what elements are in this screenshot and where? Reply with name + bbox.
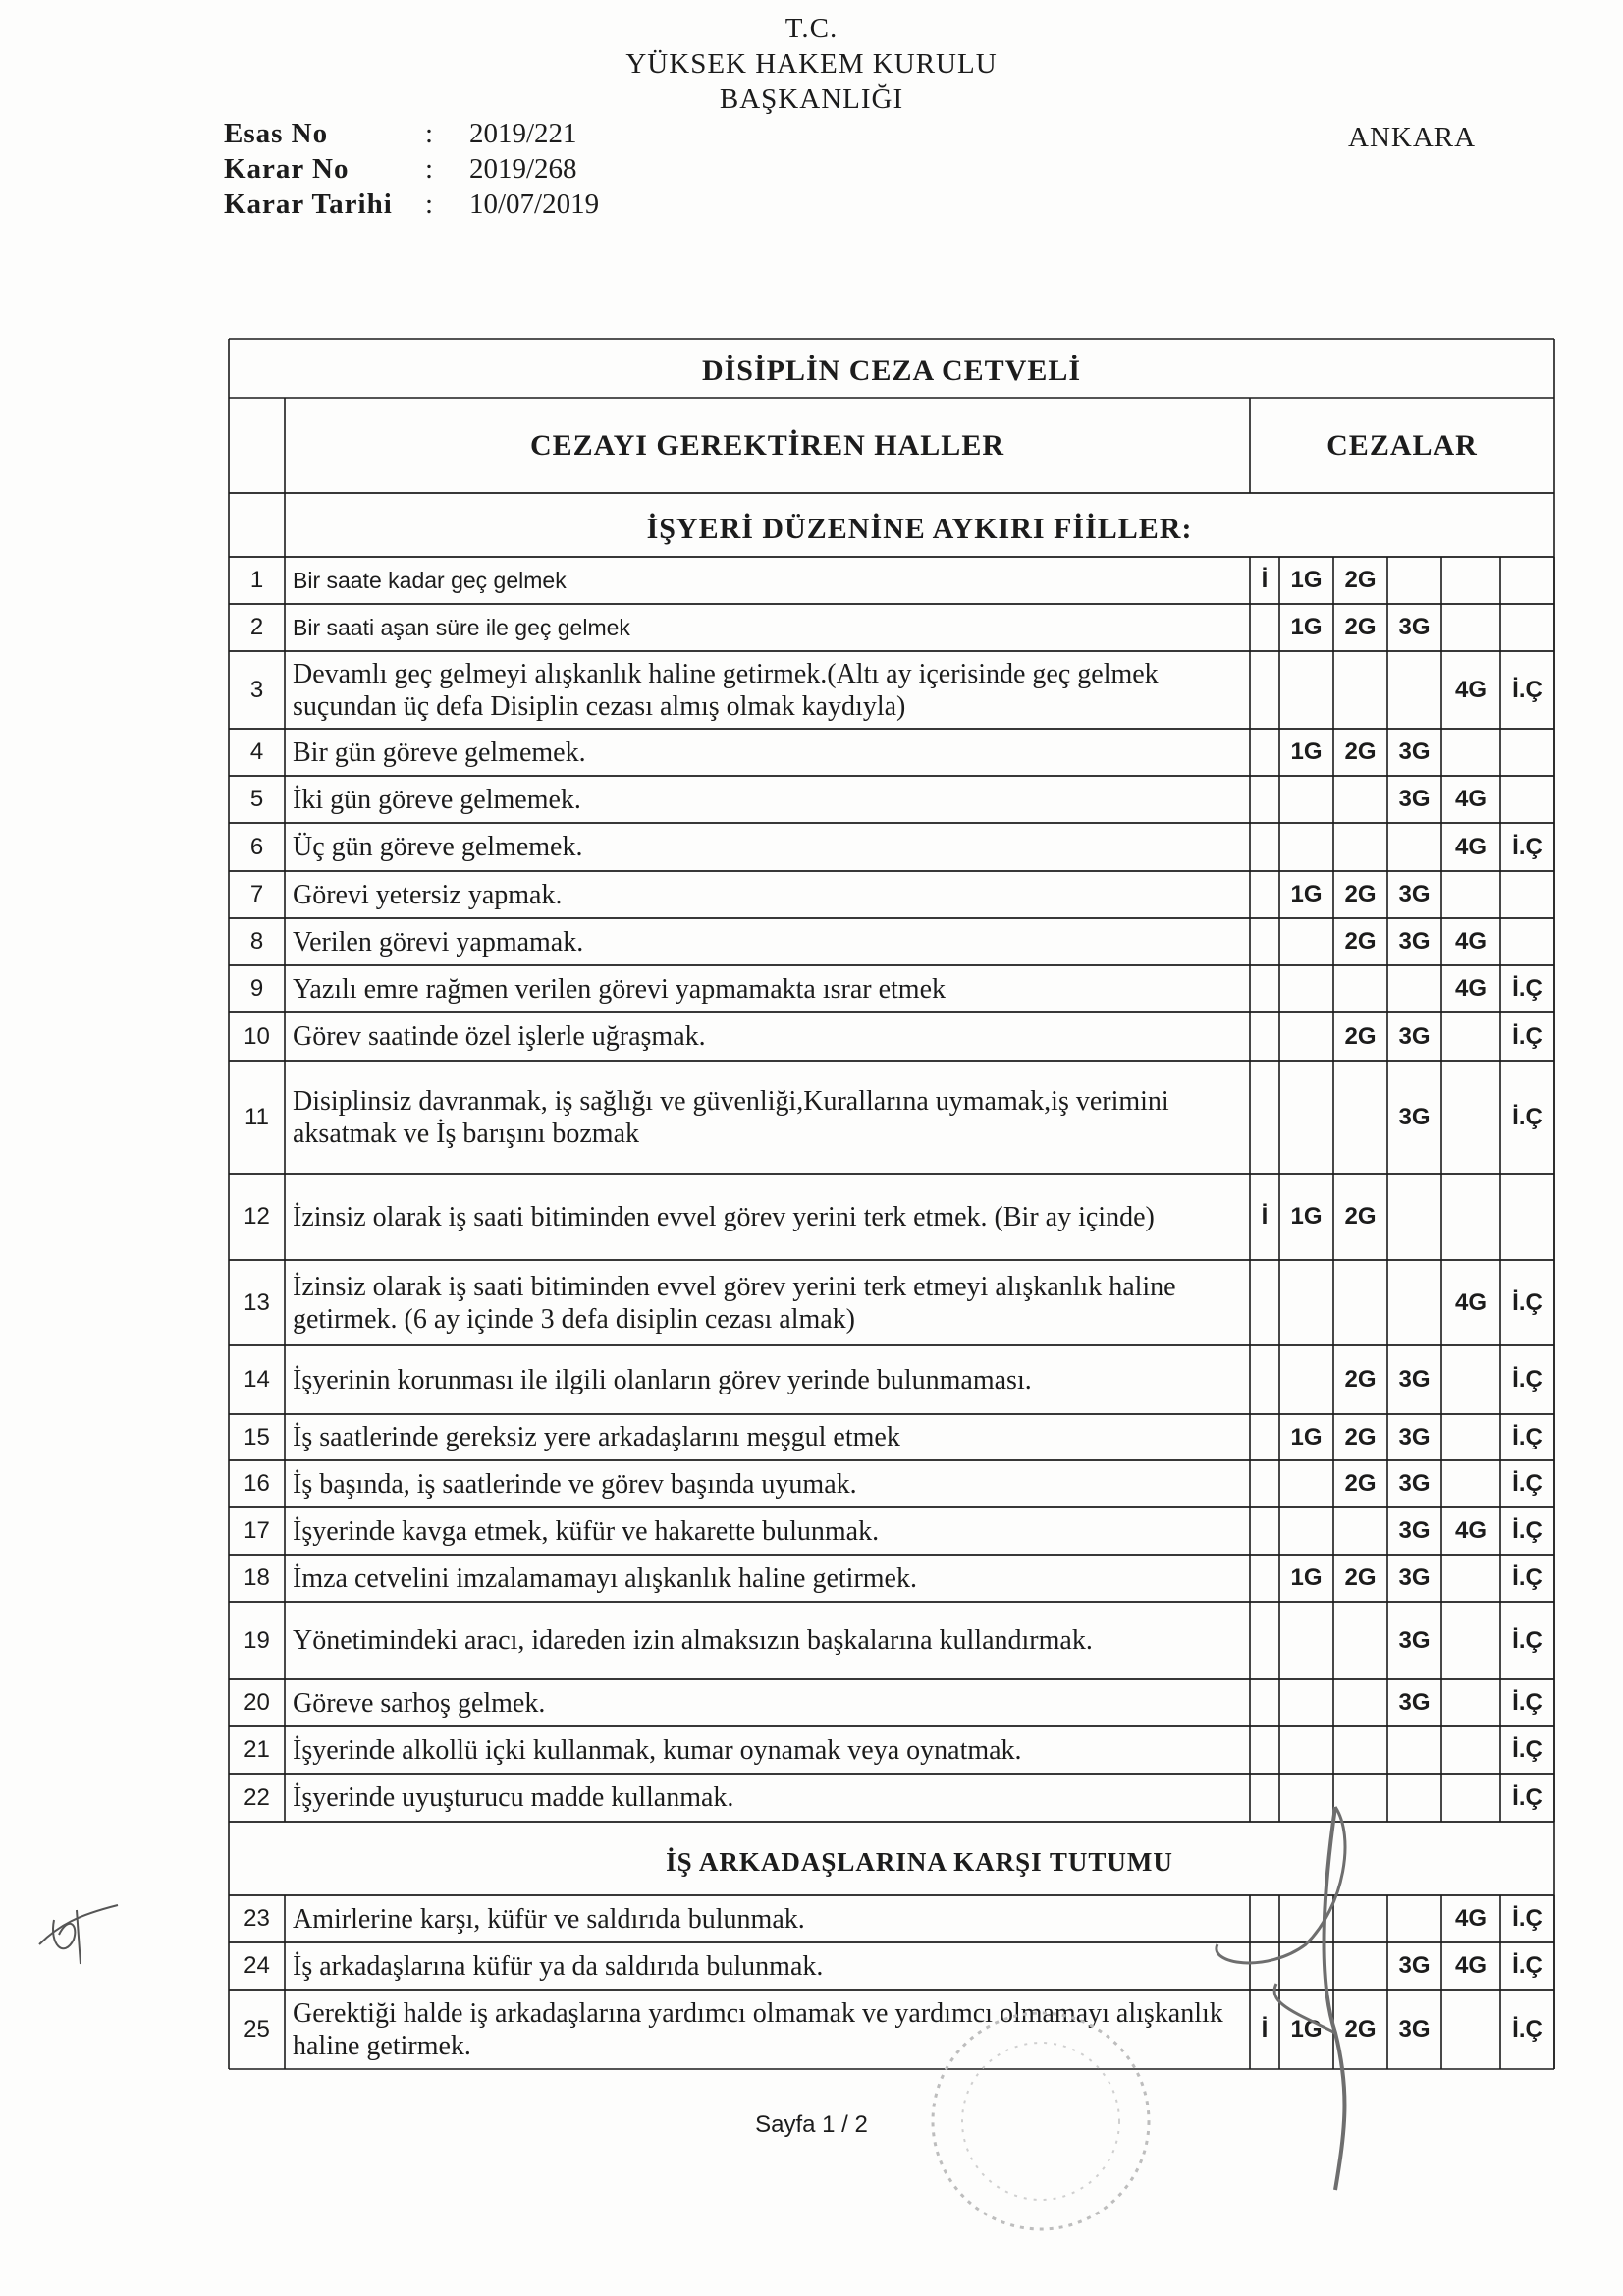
row-number: 15	[243, 1423, 270, 1450]
penalty-g4	[1441, 1602, 1500, 1679]
penalty-ic	[1500, 918, 1554, 965]
offense-description: İmza cetvelini imzalamamayı alışkanlık haline getirmek.	[293, 1562, 917, 1594]
penalty-g3: 3G	[1398, 1022, 1431, 1050]
penalty-ic	[1500, 1174, 1554, 1260]
penalty-g2: 2G	[1344, 1470, 1377, 1497]
penalty-g2: 2G	[1344, 1564, 1377, 1591]
meta-label: Esas No	[224, 118, 329, 149]
penalty-g1	[1279, 1507, 1333, 1555]
penalty-i	[1250, 604, 1279, 651]
row-number: 20	[243, 1689, 270, 1716]
penalty-g2: 2G	[1344, 928, 1377, 955]
meta-label: Karar No	[224, 153, 350, 185]
penalty-ic: İ.Ç	[1512, 1736, 1542, 1763]
penalty-g2	[1333, 776, 1387, 823]
penalty-i	[1250, 776, 1279, 823]
penalty-g3: 3G	[1398, 1517, 1431, 1544]
penalty-g4	[1441, 1012, 1500, 1061]
penalty-g4	[1441, 1414, 1500, 1460]
offense-description: Üç gün göreve gelmemek.	[293, 832, 583, 862]
penalty-g2: 2G	[1344, 567, 1377, 593]
offense-description: İş saatlerinde gereksiz yere arkadaşlarını meşgul etmek	[293, 1422, 900, 1452]
penalty-i	[1250, 1507, 1279, 1555]
offense-description: Bir saati aşan süre ile geç gelmek	[293, 614, 630, 640]
penalty-g1: 1G	[1290, 881, 1323, 907]
penalty-g4	[1441, 1345, 1500, 1414]
penalty-g2: 2G	[1344, 1022, 1377, 1050]
meta-row	[224, 151, 599, 187]
penalty-g2	[1333, 1507, 1387, 1555]
penalty-g2: 2G	[1344, 881, 1377, 907]
penalty-ic: İ.Ç	[1512, 975, 1542, 1002]
penalty-g2: 2G	[1344, 2015, 1377, 2043]
offense-description: İş arkadaşlarına küfür ya da saldırıda bulunmak.	[293, 1950, 824, 1982]
meta-label: Karar Tarihi	[224, 189, 393, 220]
penalty-g1	[1279, 776, 1333, 823]
penalty-g3: 3G	[1398, 786, 1431, 812]
offense-description: İki gün göreve gelmemek.	[293, 784, 581, 815]
penalty-ic: İ.Ç	[1512, 1952, 1542, 1979]
offense-description: Görevi yetersiz yapmak.	[293, 879, 563, 910]
penalty-g2	[1333, 823, 1387, 871]
penalty-g3: 3G	[1398, 881, 1431, 907]
penalty-g1: 1G	[1290, 1423, 1323, 1450]
penalty-g4: 4G	[1454, 1905, 1487, 1932]
offense-description: İşyerinin korunması ile ilgili olanların görev yerinde bulunmaması.	[293, 1364, 1032, 1395]
penalty-g1: 1G	[1290, 1564, 1323, 1591]
penalty-g1: 1G	[1290, 2015, 1323, 2043]
penalty-i: İ	[1261, 2015, 1269, 2043]
penalty-i	[1250, 1726, 1279, 1774]
penalty-i	[1250, 1679, 1279, 1726]
penalty-g1	[1279, 823, 1333, 871]
penalty-g4	[1441, 871, 1500, 918]
penalty-g4	[1441, 557, 1500, 604]
row-number: 16	[243, 1470, 270, 1497]
penalty-ic: İ.Ç	[1512, 1470, 1542, 1497]
penalty-g2	[1333, 1726, 1387, 1774]
penalty-g2: 2G	[1344, 738, 1377, 765]
penalty-g4: 4G	[1454, 833, 1487, 860]
penalty-i: İ	[1261, 1203, 1269, 1230]
row-number: 11	[244, 1103, 269, 1130]
penalty-g3: 3G	[1398, 1470, 1431, 1497]
row-number: 21	[243, 1736, 270, 1763]
offense-description: İşyerinde alkollü içki kullanmak, kumar oynamak veya oynatmak.	[293, 1734, 1022, 1766]
penalty-g2	[1333, 965, 1387, 1012]
row-number: 12	[243, 1203, 270, 1230]
penalty-g4	[1441, 604, 1500, 651]
penalty-g4: 4G	[1454, 1288, 1487, 1316]
offense-description: İzinsiz olarak iş saati bitiminden evvel görev yerini terk etmek. (Bir ay içinde)	[293, 1201, 1155, 1232]
penalty-ic	[1500, 776, 1554, 823]
meta-row	[224, 187, 599, 222]
left-initials-signature	[29, 1886, 147, 1974]
penalty-g4	[1441, 1990, 1500, 2069]
penalty-g1	[1279, 1726, 1333, 1774]
penalty-g4	[1441, 1174, 1500, 1260]
penalty-g2	[1333, 1602, 1387, 1679]
pencil-signature	[1188, 1777, 1443, 2229]
penalty-ic: İ.Ç	[1512, 2015, 1542, 2043]
row-number: 18	[243, 1564, 270, 1591]
penalty-g1	[1279, 965, 1333, 1012]
row-number: 17	[243, 1517, 270, 1544]
penalty-i	[1250, 1460, 1279, 1507]
penalty-g2: 2G	[1344, 614, 1377, 640]
penalty-g4	[1441, 1460, 1500, 1507]
meta-value: 2019/221	[469, 118, 577, 149]
penalty-g2	[1333, 651, 1387, 729]
penalty-ic: İ.Ç	[1512, 1626, 1542, 1654]
penalty-g1	[1279, 1679, 1333, 1726]
meta-row	[224, 116, 599, 151]
offense-description: Görev saatinde özel işlerle uğraşmak.	[293, 1021, 706, 1052]
page-number: Sayfa 1 / 2	[755, 2111, 868, 2138]
penalty-g2: 2G	[1344, 1423, 1377, 1450]
penalty-ic: İ.Ç	[1512, 833, 1542, 860]
penalty-ic: İ.Ç	[1512, 1103, 1542, 1130]
row-number: 25	[243, 2015, 270, 2043]
penalty-g3: 3G	[1398, 1952, 1431, 1979]
offense-description: Verilen görevi yapmamak.	[293, 926, 584, 957]
row-number: 24	[243, 1952, 270, 1979]
penalty-g3: 3G	[1398, 614, 1431, 640]
city-label: ANKARA	[1348, 122, 1477, 153]
penalty-g4	[1441, 1774, 1500, 1822]
penalty-g3: 3G	[1398, 928, 1431, 955]
penalty-g3	[1387, 1260, 1441, 1345]
offense-description: Amirlerine karşı, küfür ve saldırıda bulunmak.	[293, 1903, 805, 1935]
penalty-i	[1250, 871, 1279, 918]
penalty-g1: 1G	[1290, 567, 1323, 593]
row-number: 10	[243, 1022, 270, 1050]
penalty-g1: 1G	[1290, 1203, 1323, 1230]
penalty-g3	[1387, 651, 1441, 729]
penalty-g2	[1333, 1260, 1387, 1345]
penalty-ic	[1500, 604, 1554, 651]
penalty-g1	[1279, 1460, 1333, 1507]
offense-description: İzinsiz olarak iş saati bitiminden evvel görev yerini terk etmeyi alışkanlık haline getirmek. (6 ay içinde 3 defa disiplin cezası almak)	[293, 1271, 1176, 1335]
penalty-g1	[1279, 651, 1333, 729]
offense-description: İşyerinde uyuşturucu madde kullanmak.	[293, 1782, 734, 1813]
penalty-ic	[1500, 871, 1554, 918]
meta-colon: :	[425, 153, 434, 185]
meta-colon: :	[425, 189, 434, 220]
header-tc: T.C.	[784, 13, 839, 44]
penalty-i	[1250, 1345, 1279, 1414]
penalty-ic: İ.Ç	[1512, 1564, 1542, 1591]
offense-description: Bir gün göreve gelmemek.	[293, 737, 586, 768]
penalty-g3: 3G	[1398, 1564, 1431, 1591]
row-number: 2	[249, 614, 264, 640]
offense-description: Disiplinsiz davranmak, iş sağlığı ve güvenliği,Kurallarına uymamak,iş verimini aksatmak ve İş barışını bozmak	[293, 1085, 1169, 1149]
row-number: 7	[249, 881, 264, 907]
column-header-situations: CEZAYI GEREKTİREN HALLER	[529, 429, 1004, 462]
penalty-ic: İ.Ç	[1512, 676, 1542, 703]
penalty-i	[1250, 729, 1279, 776]
penalty-g1	[1279, 1012, 1333, 1061]
penalty-g4	[1441, 1679, 1500, 1726]
penalty-g4: 4G	[1454, 1517, 1487, 1544]
row-number: 6	[249, 833, 264, 860]
penalty-i	[1250, 651, 1279, 729]
row-number: 19	[243, 1626, 270, 1654]
penalty-g4	[1441, 1061, 1500, 1174]
row-number: 8	[249, 928, 264, 955]
penalty-g1	[1279, 1260, 1333, 1345]
offense-description: İş başında, iş saatlerinde ve görev başında uyumak.	[293, 1468, 857, 1500]
penalty-g3: 3G	[1398, 738, 1431, 765]
penalty-g1	[1279, 1602, 1333, 1679]
penalty-g3	[1387, 557, 1441, 604]
penalty-i	[1250, 823, 1279, 871]
penalty-ic: İ.Ç	[1512, 1905, 1542, 1932]
penalty-i	[1250, 1414, 1279, 1460]
penalty-ic: İ.Ç	[1512, 1517, 1542, 1544]
row-number: 13	[243, 1288, 270, 1316]
case-metadata	[224, 116, 599, 222]
penalty-i	[1250, 965, 1279, 1012]
penalty-g1	[1279, 1061, 1333, 1174]
penalty-g3: 3G	[1398, 1626, 1431, 1654]
penalty-g3: 3G	[1398, 1689, 1431, 1716]
penalty-ic: İ.Ç	[1512, 1022, 1542, 1050]
penalty-g4: 4G	[1454, 1952, 1487, 1979]
meta-colon: :	[425, 118, 434, 149]
header-presidency: BAŞKANLIĞI	[719, 83, 904, 115]
row-number: 1	[249, 567, 264, 593]
penalty-g3: 3G	[1398, 2015, 1431, 2043]
meta-value: 2019/268	[469, 153, 577, 185]
faded-stamp	[913, 1994, 1168, 2249]
penalty-ic	[1500, 729, 1554, 776]
offense-description: Bir saate kadar geç gelmek	[293, 567, 567, 593]
penalty-g4	[1441, 729, 1500, 776]
penalty-i	[1250, 918, 1279, 965]
penalty-i	[1250, 1555, 1279, 1602]
penalty-g4: 4G	[1454, 786, 1487, 812]
penalty-ic	[1500, 557, 1554, 604]
penalty-g4	[1441, 1555, 1500, 1602]
section-title: İŞ ARKADAŞLARINA KARŞI TUTUMU	[666, 1847, 1173, 1877]
penalty-g1: 1G	[1290, 738, 1323, 765]
penalty-i	[1250, 1061, 1279, 1174]
penalty-g2	[1333, 1061, 1387, 1174]
penalty-ic: İ.Ç	[1512, 1423, 1542, 1450]
penalty-g3	[1387, 823, 1441, 871]
meta-value: 10/07/2019	[469, 189, 600, 220]
penalty-i: İ	[1261, 567, 1269, 593]
row-number: 14	[243, 1366, 270, 1393]
penalty-i	[1250, 1260, 1279, 1345]
penalty-g1	[1279, 1345, 1333, 1414]
column-header-penalties: CEZALAR	[1326, 429, 1478, 462]
penalty-g1: 1G	[1290, 614, 1323, 640]
penalty-g4	[1441, 1726, 1500, 1774]
penalty-g4: 4G	[1454, 928, 1487, 955]
penalty-g3	[1387, 965, 1441, 1012]
offense-description: Devamlı geç gelmeyi alışkanlık haline getirmek.(Altı ay içerisinde geç gelmek suçundan üç defa Disiplin cezası almış olmak kaydıyla)	[293, 658, 1159, 722]
penalty-g2: 2G	[1344, 1366, 1377, 1393]
penalty-g3: 3G	[1398, 1103, 1431, 1130]
offense-description: Göreve sarhoş gelmek.	[293, 1687, 546, 1719]
row-number: 23	[243, 1905, 270, 1932]
penalty-g2	[1333, 1679, 1387, 1726]
header-institution: YÜKSEK HAKEM KURULU	[625, 48, 998, 80]
row-number: 22	[243, 1783, 270, 1811]
penalty-g3: 3G	[1398, 1366, 1431, 1393]
penalty-ic: İ.Ç	[1512, 1366, 1542, 1393]
table-title: DİSİPLİN CEZA CETVELİ	[701, 355, 1082, 387]
offense-description: Yazılı emre rağmen verilen görevi yapmamakta ısrar etmek	[293, 973, 947, 1005]
penalty-g3	[1387, 1726, 1441, 1774]
penalty-g4: 4G	[1454, 676, 1487, 703]
penalty-i	[1250, 1012, 1279, 1061]
offense-description: Gerektiği halde iş arkadaşlarına yardımcı olmamak ve yardımcı olmamayı alışkanlık haline getirmek.	[293, 1997, 1223, 2061]
row-number: 5	[249, 786, 264, 812]
penalty-ic: İ.Ç	[1512, 1288, 1542, 1316]
penalty-i	[1250, 1602, 1279, 1679]
penalty-g1	[1279, 918, 1333, 965]
penalty-g3	[1387, 1174, 1441, 1260]
row-number: 4	[249, 738, 264, 765]
section-title: İŞYERİ DÜZENİNE AYKIRI FİİLLER:	[646, 513, 1193, 545]
penalty-ic: İ.Ç	[1512, 1689, 1542, 1716]
penalty-g4: 4G	[1454, 975, 1487, 1002]
penalty-g3: 3G	[1398, 1423, 1431, 1450]
offense-description: İşyerinde kavga etmek, küfür ve hakarette bulunmak.	[293, 1515, 880, 1547]
row-number: 3	[249, 676, 264, 703]
row-number: 9	[249, 975, 264, 1002]
offense-description: Yönetimindeki aracı, idareden izin almaksızın başkalarına kullandırmak.	[293, 1625, 1093, 1656]
penalty-ic: İ.Ç	[1512, 1783, 1542, 1811]
penalty-g2: 2G	[1344, 1203, 1377, 1230]
